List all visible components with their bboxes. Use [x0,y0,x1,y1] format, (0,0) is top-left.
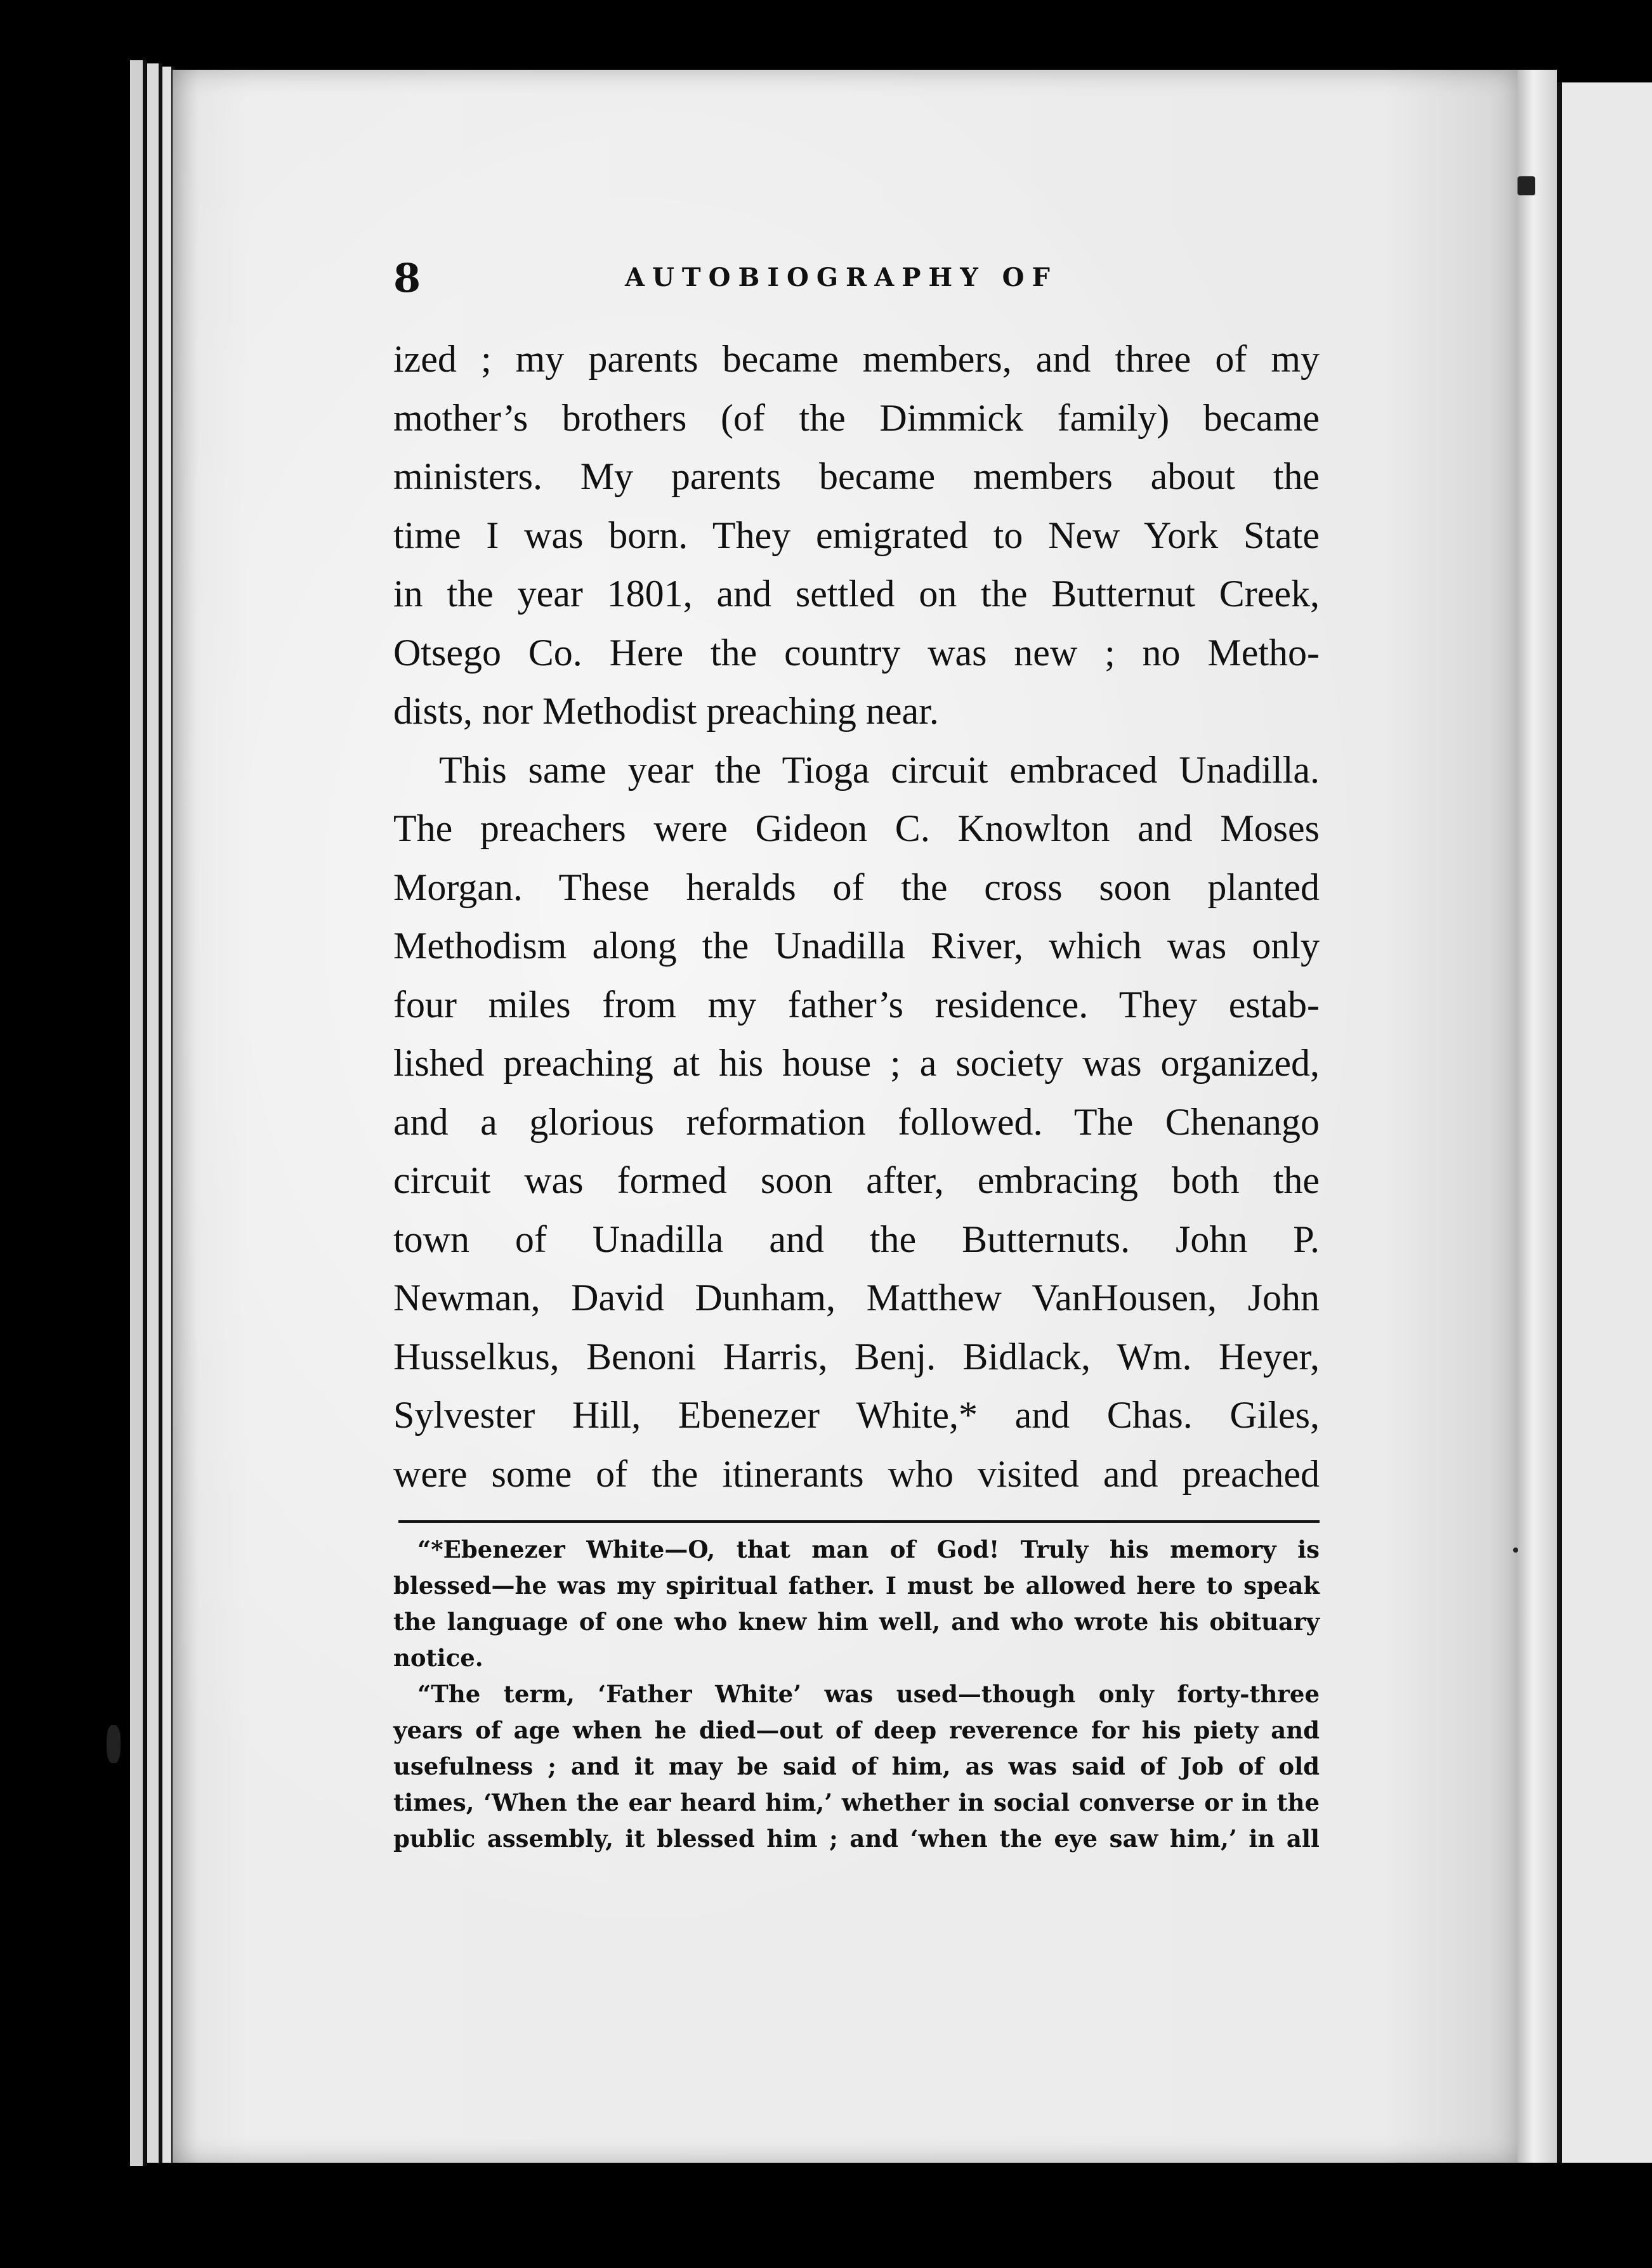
footnote-line: years of age when he died—out of deep reverence for his piety and [393,1716,1320,1744]
text-line: in the year 1801, and settled on the Butternut Creek, [393,573,1320,615]
body-text [393,330,1320,1503]
footnote-rule [398,1520,1320,1523]
text-line: Newman, David Dunham, Matthew VanHousen, John [393,1277,1320,1319]
footnote-line: “The term, ‘Father White’ was used—though only forty-three [417,1680,1320,1708]
text-line: Sylvester Hill, Ebenezer White,* and Chas. Giles, [393,1394,1320,1436]
text-line: ministers. My parents became members about the [393,455,1320,497]
text-line: The preachers were Gideon C. Knowlton and Moses [393,807,1320,849]
scan-speck [107,1725,121,1763]
text-line: This same year the Tioga circuit embraced Unadilla. [439,748,1320,791]
footnote [393,1532,1320,1857]
book-gutter [1518,70,1557,2163]
footnote-line: times, ‘When the ear heard him,’ whether in social converse or in the [393,1789,1320,1816]
footnote-line: public assembly, it blessed him ; and ‘when the eye saw him,’ in all [393,1825,1320,1853]
text-line: town of Unadilla and the Butternuts. John P. [393,1218,1320,1260]
text-line: dists, nor Methodist preaching near. [393,690,939,732]
text-line: were some of the itinerants who visited and preached [393,1452,1320,1495]
text-line: Husselkus, Benoni Harris, Benj. Bidlack, Wm. Heyer, [393,1335,1320,1378]
page-edge [147,63,162,2163]
scan-speck [1513,1548,1518,1553]
text-line: ized ; my parents became members, and three of my [393,338,1320,380]
footnote-line: usefulness ; and it may be said of him, as was said of Job of old [393,1752,1320,1780]
text-line: Morgan. These heralds of the cross soon planted [393,866,1320,908]
footnote-line: blessed—he was my spiritual father. I must be allowed here to speak [393,1572,1320,1600]
page-number: 8 [393,255,421,301]
text-line: and a glorious reformation followed. The Chenango [393,1100,1320,1143]
running-head-title: AUTOBIOGRAPHY OF [625,263,1058,292]
text-line: circuit was formed soon after, embracing both the [393,1159,1320,1201]
page-edge [130,60,147,2166]
text-line: four miles from my father’s residence. They estab- [393,983,1320,1026]
text-line: Otsego Co. Here the country was new ; no Metho- [393,631,1320,674]
scan-speck [1518,176,1535,195]
text-line: Methodism along the Unadilla River, which was only [393,925,1320,967]
text-line: lished preaching at his house ; a society was organized, [393,1042,1320,1084]
footnote-line: notice. [393,1644,483,1672]
footnote-line: “*Ebenezer White—O, that man of God! Truly his memory is [417,1535,1320,1563]
adjacent-page-edge [1557,82,1652,2163]
text-line: mother’s brothers (of the Dimmick family) became [393,396,1320,439]
footnote-line: the language of one who knew him well, and who wrote his obituary [393,1608,1320,1636]
text-line: time I was born. They emigrated to New York State [393,514,1320,556]
